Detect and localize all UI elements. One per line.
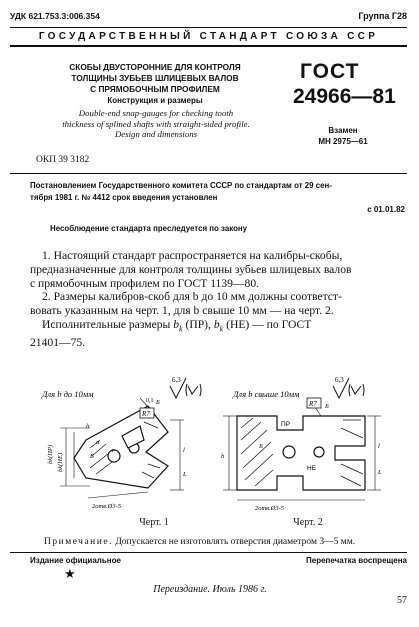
fig1-label: Для b до 10мм bbox=[42, 389, 94, 399]
fig2-pr: ПР bbox=[281, 421, 291, 428]
fig1-holes: 2отв.Ø3-5 bbox=[92, 503, 121, 510]
fig1-dim-L: L bbox=[183, 471, 187, 478]
fig1-bk-pr: bk(ПР) bbox=[47, 444, 54, 464]
fig1-r7: R7 bbox=[142, 410, 150, 418]
fig2-section-b2: Б bbox=[325, 403, 329, 410]
p3-sub-ne: k bbox=[219, 324, 224, 334]
footer-rule bbox=[10, 552, 407, 553]
title-ru-line-2: ТОЛЩИНЫ ЗУБЬЕВ ШЛИЦЕВЫХ ВАЛОВ bbox=[71, 73, 239, 83]
fig2-r7: R7 bbox=[309, 400, 317, 408]
fig1-dim-a: a bbox=[96, 439, 100, 446]
group-code: Группа Г28 bbox=[358, 11, 407, 21]
fig2-section-b1: Б bbox=[259, 443, 263, 450]
title-ru-subtitle: Конструкция и размеры bbox=[107, 96, 203, 105]
fig2-rough-value: 6,3 bbox=[335, 376, 344, 384]
fig2-label: Для b свыше 10мм bbox=[233, 389, 300, 399]
p3-text: Исполнительные размеры bbox=[42, 317, 171, 331]
p2-line-2: вовать указанным на черт. 1, для b свыше 10 мм — на черт. 2. bbox=[30, 304, 334, 318]
p3-bk-ne: b bbox=[213, 317, 220, 331]
title-en-line-2: thickness of splined shafts with straight-sided profile. bbox=[62, 118, 250, 129]
title-en bbox=[22, 108, 290, 140]
figure-2-drawing bbox=[215, 368, 395, 516]
replaces-label: Взамен bbox=[328, 126, 358, 135]
fig2-ne: НЕ bbox=[307, 465, 317, 472]
fig1-dim-l: l bbox=[183, 447, 185, 454]
title-ru-line-3: С ПРЯМОБОЧНЫМ ПРОФИЛЕМ bbox=[90, 84, 220, 94]
okp-code: ОКП 39 3182 bbox=[36, 155, 90, 165]
fig2-holes: 2отв.Ø3-5 bbox=[255, 505, 284, 512]
top-rule bbox=[10, 27, 407, 28]
header-rule bbox=[10, 45, 407, 47]
p3-line-1 bbox=[30, 318, 351, 336]
reissue-note: Переиздание. Июль 1986 г. bbox=[153, 584, 267, 595]
p3-ne: (НЕ) — по ГОСТ bbox=[226, 317, 312, 331]
title-ru bbox=[28, 62, 282, 95]
fig1-rough-value: 6,3 bbox=[172, 376, 181, 384]
gost-label: ГОСТ bbox=[300, 60, 360, 83]
note-label: Примечание. bbox=[44, 537, 113, 547]
p1-line-2: предназначенные для контроля толщины зубьев шлицевых валов bbox=[30, 262, 352, 276]
fig2-dim-L: L bbox=[378, 469, 382, 476]
star-icon: ★ bbox=[64, 566, 76, 581]
fig2-dim-l: l bbox=[378, 443, 380, 450]
okp-rule bbox=[10, 173, 407, 174]
p1-line-3: с прямобочным профилем по ГОСТ 1139—80. bbox=[30, 276, 260, 290]
body-text bbox=[30, 249, 351, 350]
gost-number: 24966—81 bbox=[293, 85, 396, 108]
fig2-dim-h: h bbox=[221, 453, 225, 460]
figure-1-drawing bbox=[30, 368, 210, 516]
official-edition: Издание официальное bbox=[30, 556, 121, 565]
title-en-line-1: Double-end snap-gauges for checking tooth bbox=[78, 108, 234, 118]
note bbox=[44, 537, 355, 547]
decree-line-1: Постановлением Государственного комитета СССР по стандартам от 29 сен- bbox=[30, 181, 332, 190]
figure-2-caption: Черт. 2 bbox=[293, 517, 323, 528]
fig2-gauge-body bbox=[237, 416, 365, 490]
fig1-bk-ne: bk(НЕ) bbox=[57, 452, 64, 472]
fig1-dim-r: r bbox=[112, 447, 115, 454]
p3-bk-pr: b bbox=[173, 317, 180, 331]
udk-code: УДК 621.753.3:006.354 bbox=[10, 11, 100, 21]
decree-line-2: тября 1981 г. № 4412 срок введения установлен bbox=[30, 193, 218, 202]
fig1-section-b2: Б bbox=[156, 399, 160, 406]
fig1-section-b1: Б bbox=[90, 453, 94, 460]
p1-line-1: 1. Настоящий стандарт распространяется на калибры-скобы, bbox=[42, 249, 343, 262]
p3-line-2: 21401—75. bbox=[30, 336, 86, 350]
replaces-standard: МН 2975—61 bbox=[318, 137, 368, 146]
fig1-dim-h: h bbox=[86, 423, 90, 430]
note-text: Допускается не изготовлять отверстия диаметром 3—5 мм. bbox=[115, 537, 356, 547]
reprint-prohibited: Перепечатка воспрещена bbox=[306, 556, 407, 565]
standard-line: ГОСУДАРСТВЕННЫЙ СТАНДАРТ СОЮЗА ССР bbox=[38, 31, 379, 42]
title-en-line-3: Design and dimensions bbox=[114, 129, 198, 139]
figure-1-caption: Черт. 1 bbox=[139, 517, 169, 528]
title-ru-line-1: СКОБЫ ДВУСТОРОННИЕ ДЛЯ КОНТРОЛЯ bbox=[69, 62, 241, 72]
legal-notice: Несоблюдение стандарта преследуется по закону bbox=[50, 224, 248, 233]
decree-date: с 01.01.82 bbox=[367, 205, 405, 214]
page-number: 57 bbox=[397, 595, 407, 606]
p3-pr: (ПР), bbox=[185, 317, 211, 331]
p3-sub-pr: k bbox=[179, 324, 183, 334]
fig1-roughness: 0,1 bbox=[146, 398, 154, 404]
p2-line-1: 2. Размеры калибров-скоб для b до 10 мм должны соответст- bbox=[42, 290, 342, 304]
